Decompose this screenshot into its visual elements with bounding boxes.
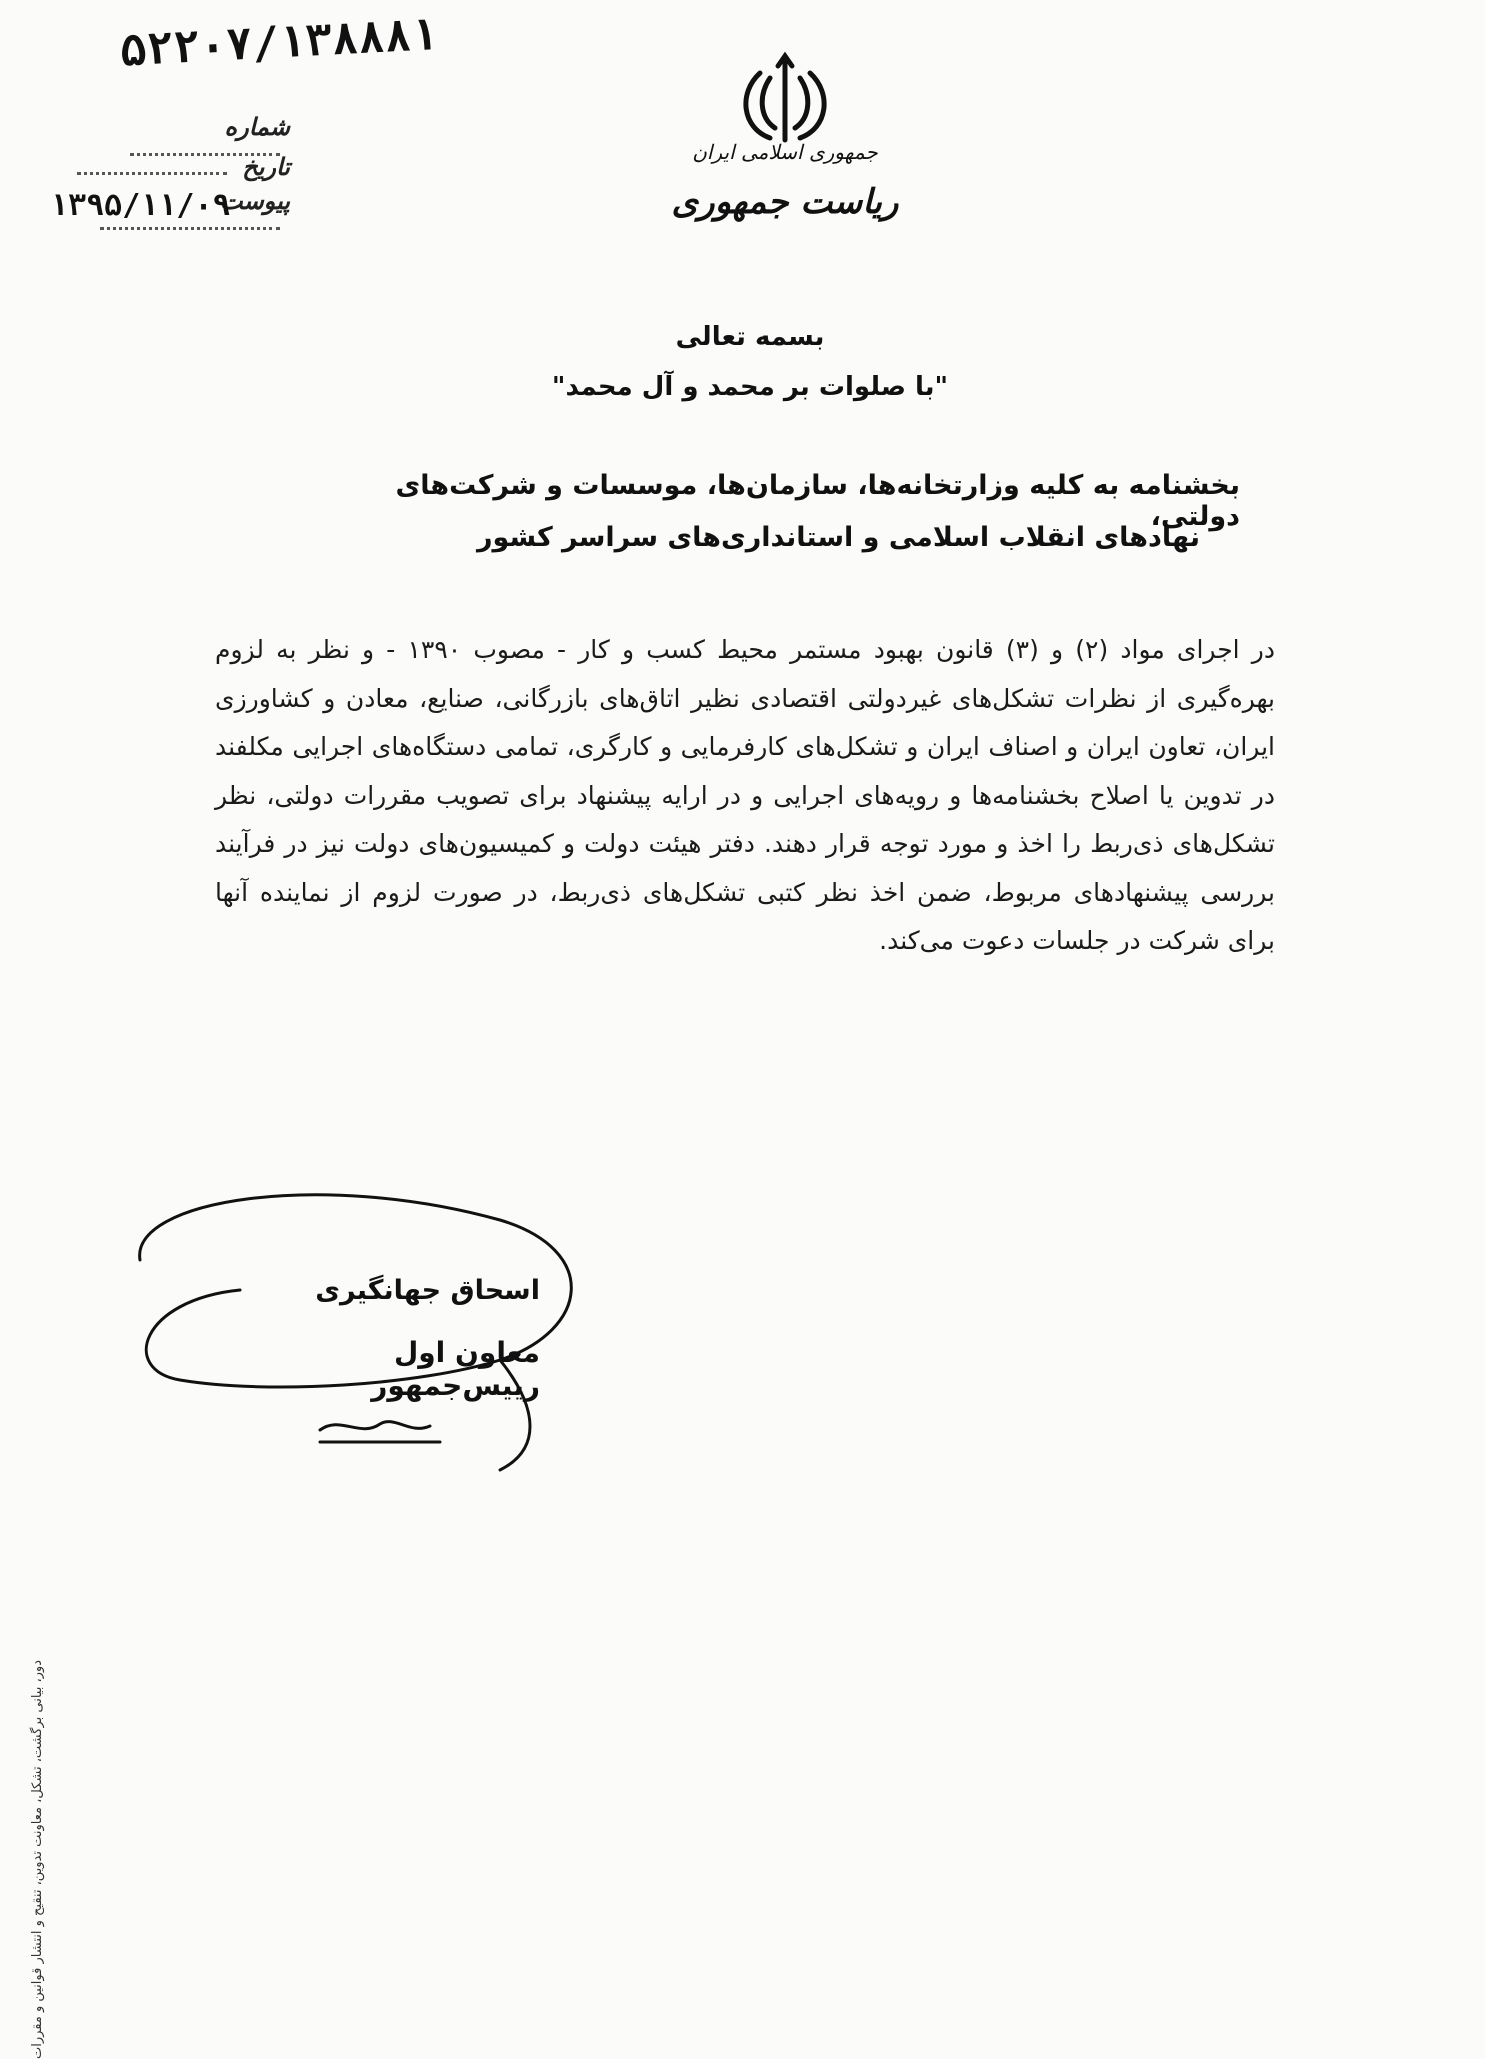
office-name: ریاست جمهوری bbox=[671, 182, 899, 222]
margin-footnote: دور، بیانی برگشت، تشکل، معاونت تدوین، تنقیح و انتشار قوانین و مقررات bbox=[30, 1660, 45, 2059]
body-paragraph: در اجرای مواد (۲) و (۳) قانون بهبود مستمر محیط کسب و کار - مصوب ۱۳۹۰ - و نظر به لزوم بهره‌گیری از نظرات تشکل‌های غیردولتی اقتصادی نظیر اتاق‌های بازرگانی، صنایع، معادن و کشاورزی ایران، تعاون ایران و اصناف ایران و تشکل‌های کارفرمایی و کارگری، تمامی دستگاه‌های اجرایی مکلفند در تدوین یا اصلاح بخشنامه‌ها و رویه‌های اجرایی و در ارایه پیشنهاد برای تصویب مقررات دولتی، نظر تشکل‌های ذی‌ربط را اخذ و مورد توجه قرار دهند. دفتر هیئت دولت و کمیسیون‌های دولت نیز در فرآیند بررسی پیشنهادهای مربوط، ضمن اخذ نظر کتبی تشکل‌های ذی‌ربط، در صورت لزوم از نماینده آنها برای شرکت در جلسات دعوت می‌کند. bbox=[215, 635, 1275, 955]
date-label: تاریخ bbox=[242, 152, 290, 181]
government-name: جمهوری اسلامی ایران bbox=[692, 140, 878, 164]
date-field bbox=[70, 152, 290, 181]
date-value: ۱۳۹۵/۱۱/۰۹ bbox=[50, 188, 231, 223]
number-label: شماره bbox=[224, 112, 290, 141]
signature-scribble bbox=[120, 1180, 620, 1480]
addressee-line-1: بخشنامه به کلیه وزارتخانه‌ها، سازمان‌ها، موسسات و شرکت‌های دولتی، bbox=[395, 470, 1240, 532]
date-dotted-line bbox=[77, 162, 227, 175]
letter-number: ۵۲۲۰۷/۱۳۸۸۸۱ bbox=[118, 8, 439, 77]
basmala: بسمه تعالی bbox=[675, 322, 825, 352]
attachment-label: پیوست bbox=[220, 186, 290, 215]
signer-title: معاون اول رییس‌جمهور bbox=[371, 1336, 540, 1402]
salawat: "با صلوات بر محمد و آل محمد" bbox=[551, 372, 949, 402]
addressee-line-2: نهادهای انقلاب اسلامی و استانداری‌های سراسر کشور bbox=[477, 522, 1200, 553]
signer-name: اسحاق جهانگیری bbox=[315, 1275, 540, 1306]
